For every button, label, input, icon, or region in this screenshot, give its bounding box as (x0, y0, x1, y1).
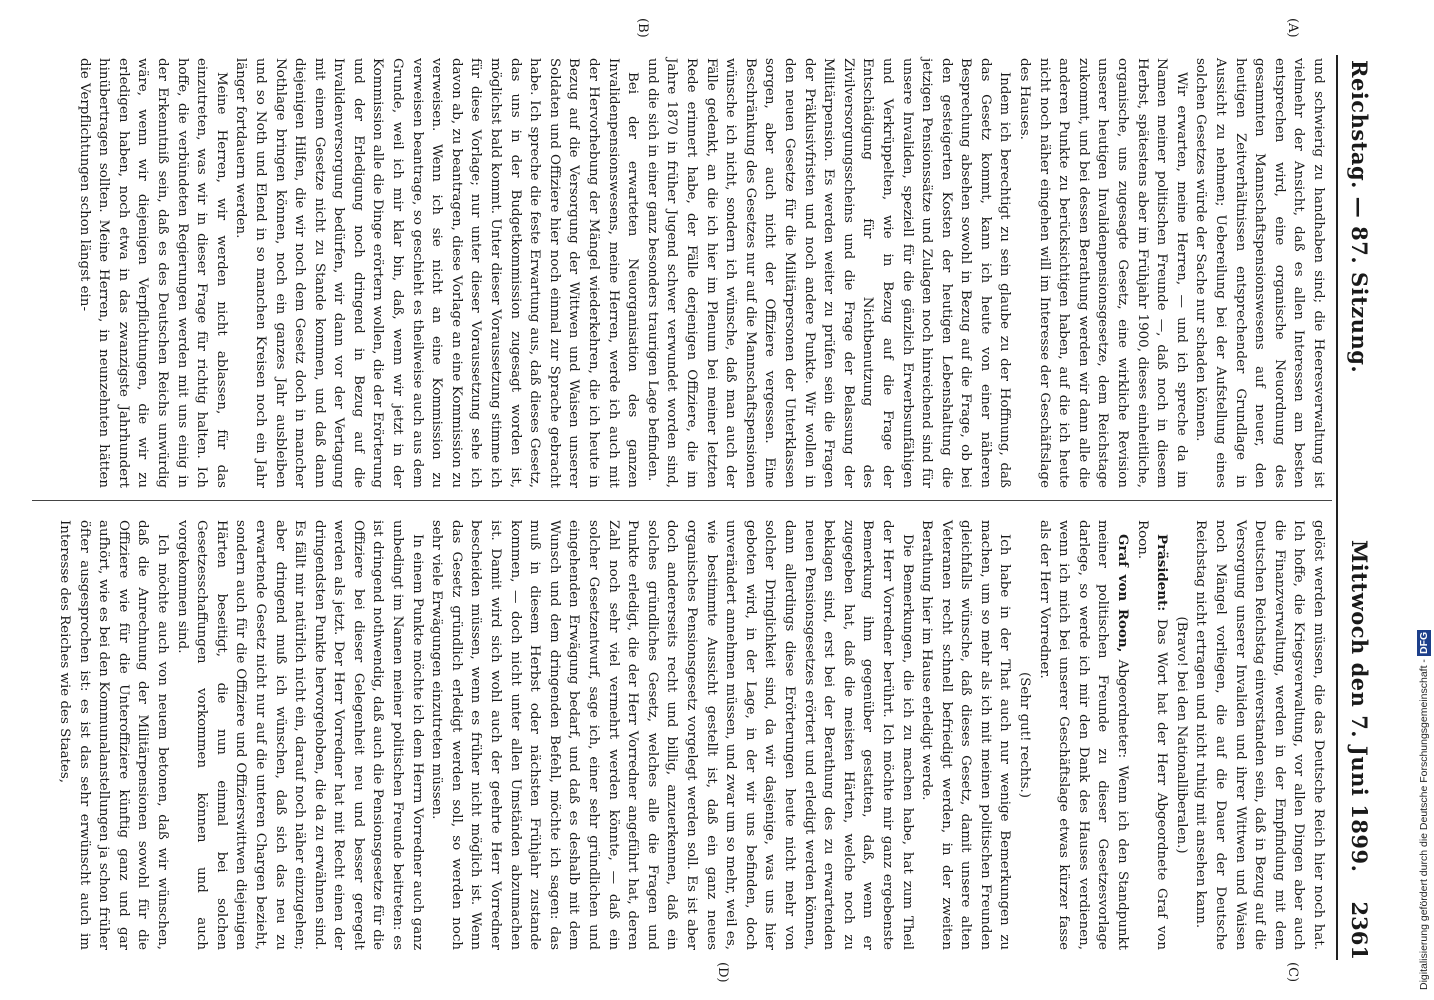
header-session: Reichstag. — 87. Sitzung. (1347, 60, 1372, 374)
page-number: 2361 (1347, 901, 1372, 960)
applause-note: (Sehr gut! rechts.) (1017, 671, 1033, 798)
paragraph: Wir erwarten, meine Herren, — und ich spreche da im Namen meiner politischen Freunde —, daß noch in diesem Herbst, spätestens aber im Frühjahr 1900, dieses einheitliche, organische, uns zugesagte Gesetz, eine wirkliche Revision unserer heutigen Invalidenpensionsgesetze, dem Reichstage zukommt, und bei dessen Berathung werden wir dann alle die anderen Punkte zu berücksichtigen haben, auf die ich heute nicht noch näher eingehen will im Interesse der Geschäftslage des Hauses. (1017, 58, 1189, 488)
margin-mark-c: (C) (1285, 962, 1300, 983)
header-rule (1336, 55, 1338, 960)
dfg-logo-icon: DFG (1418, 631, 1430, 655)
margin-mark-d: (D) (715, 962, 730, 983)
margin-mark-b: (B) (635, 18, 650, 38)
paragraph: Meine Herren, wir werden nicht ablassen, für das einzutreten, was wir in dieser Frage für richtig halten. Ich hoffe, die verbündeten Regierungen werden mit uns einig in der Erkenntniß sein, daß es des Deutschen Reichs unwürdig wäre, wenn wir diejenigen Verpflichtungen, die wir zu erledigen haben, noch etwa in das zwanzigste Jahrhundert hinübertragen sollten. Meine Herren, in neunzehnten hätten die Verpflichtungen schon längst ein- (76, 58, 229, 488)
left-column (74, 58, 1328, 488)
right-column (54, 520, 1328, 950)
header-date: Mittwoch den 7. Juni 1899. (1347, 540, 1372, 873)
applause-note: (Bravo! bei den Nationalliberalen.) (1173, 616, 1189, 854)
paragraph: Die Bemerkungen, die ich zu machen habe, hat zum Theil der Herr Vorredner berührt. Ich möchte mir ganz ergebenste Bemerkung ihm gegenüber gestatten, daß, wenn er zugegeben hat, daß die meisten Härten, welche noch zu beklagen sind, erst bei der Berathung des zu erwartenden neuen Pensionsgesetzes erörtert und erledigt werden können, dann allerdings diese Erörterungen heute nicht mehr von solcher Dringlichkeit sind, da wir dasjenige, was uns hier geboten wird, in der Lage, in der wir uns befinden, doch unverändert annehmen müssen, und zwar um so mehr, weil es, wie bestimmte Aussicht gestellt ist, daß ein ganz neues organisches Pensionsgesetz vorgelegt werden soll. Es ist aber doch andererseits recht und billig, anzuerkennen, daß ein solches gründliches Gesetz, welches alle die Fragen und Punkte erledigt, die der Herr Vorredner angeführt hat, deren Zahl noch sehr viel vermehrt werden könnte, — daß ein solcher Gesetzentwurf, sage ich, einer sehr gründlichen und eingehenden Erwägung bedarf, und daß es deshalb mit dem Wunsch und dem dringenden Befehl, möchte ich sagen: das muß in diesem Herbst oder nächsten Frühjahr zustande kommen, — doch nicht unter allen Umständen abzumachen ist. Damit wird sich wohl auch der geehrte Herr Vorredner bescheiden müssen, wenn es früher nicht möglich ist. Wenn das Gesetz gründlich erledigt werden soll, so werden noch sehr viele Erwägungen einzutreten müssen. (429, 520, 915, 950)
speaker-text: Das Wort hat der Herr Abgeordnete Graf von Roon. (1134, 520, 1170, 950)
credit-text: Digitalisierung gefördert durch die Deutsche Forschungsgemeinschaft - (1418, 659, 1430, 990)
paragraph: und schwierig zu handhaben sind; die Heeresverwaltung ist vielmehr der Ansicht, daß es allen Interessen am besten entsprechen wird, eine organische Neuordnung des gesammten Mannschaftspensionswesens auf neuer, den heutigen Zeitverhältnissen entsprechender Grundlage in Aussicht zu nehmen; Uebereilung bei der Aufstellung eines solchen Gesetzes würde der Sache nur schaden können. (1193, 58, 1326, 488)
speaker-text: Abgeordneter: Wenn ich den Standpunkt meiner politischen Freunde zu dieser Gesetzesvorlage darlege, so werde ich mir den Dank des Hauses verdienen, wenn ich mich bei unserer Geschäftslage etwas kürzer fasse als der Herr Vorredner. (1036, 520, 1131, 950)
paragraph: In einem Punkte möchte ich dem Herrn Vorredner auch ganz unbedingt im Namen meiner politischen Freunde beitreten: es ist dringend nothwendig, daß auch die Pensionsgesetze für die Offiziere bei dieser Gelegenheit neu und besser geregelt werden als jetzt. Der Herr Vorredner hat mit Recht einen der dringendsten Punkte hervorgehoben, die da zu erwähnen sind. Es fällt mir natürlich nicht ein, darauf noch näher einzugehen; aber dringend muß ich wünschen, daß sich das neu zu erwartende Gesetz nicht nur auf die unteren Chargen bezieht, sondern auch für die Offiziere und Offizierswittwen diejenigen Härten beseitigt, die nun einmal bei solchen Gesetzesschaffungen vorkommen können und auch vorgekommen sind. (174, 520, 425, 950)
paragraph: Indem ich berechtigt zu sein glaube zu der Hoffnung, daß das Gesetz kommt, kann ich heute von einer näheren Besprechung absehen sowohl in Bezug auf die Frage, ob bei den gesteigerten Kosten der heutigen Lebenshaltung die jetzigen Pensionssätze und Zulagen noch hinreichend sind für unsere Invaliden, speziell für die gänzlich Erwerbsunfähigen und Verkrüppelten, wie in Bezug auf die Frage der Entschädigung für Nichtbenutzung des Zivilversorgungsscheins und die Frage der Belassung der Militärpension. Es werden weiter zu prüfen sein die Fragen der Präklusivfristen und noch andere Punkte. Wir wollen in den neuen Gesetze für die Militärpersonen der Unterklassen sorgen, aber auch nicht der Offiziere vergessen. Eine Beschränkung des Gesetzes nur auf die Mannschaftspensionen wünsche ich nicht, sondern ich wünsche, daß man auch der Fälle gedenkt, an die ich hier im Plenum bei meiner letzten Rede erinnert habe, der Fälle derjenigen Offiziere, die im Jahre 1870 in früher Jugend schwer verwundet worden sind, und die sich in einer ganz besonders traurigen Lage befinden. (644, 58, 1013, 488)
paragraph: gelöst werden müssen, die das Deutsche Reich hier noch hat. Ich hoffe, die Kriegsverwaltung, vor allen Dingen aber auch die Finanzverwaltung, werden in der Empfindung mit dem Deutschen Reichstag einverstanden sein, daß in Bezug auf die Versorgung unserer Invaliden und ihrer Wittwen und Waisen noch Mängel vorliegen, die auf die Dauer der Deutsche Reichstag nicht ertragen und nicht ruhig mit ansehen kann. (1193, 520, 1326, 950)
column-divider (32, 500, 1332, 501)
paragraph: Bei der erwarteten Neuorganisation des ganzen Invalidenpensionswesens, meine Herren, werde ich auch mit der Hervorhebung der Mängel wiederkehren, die ich heute in Bezug auf die Versorgung der Wittwen und Waisen unserer Soldaten und Offiziere hier noch einmal zur Sprache gebracht habe. Ich spreche die feste Erwartung aus, daß dieses Gesetz, das uns in der Budgetkommission zugesagt worden ist, möglichst bald kommt. Unter dieser Voraussetzung stimme ich für diese Vorlage; nur unter dieser Voraussetzung sehe ich davon ab, zu beantragen, diese Vorlage an eine Kommission zu verweisen. Wenn ich sie nicht an eine Kommission zu verweisen beantrage, so geschieht es theilweise auch aus dem Grunde, weil ich mir klar bin, daß, wenn wir jetzt in der Kommission alle die Dinge erörtern wollen, die der Erörterung und der Erledigung noch dringend in Bezug auf die Invalidenversorgung bedürfen, wir dann vor der Vertagung mit einem Gesetze nicht zu Stande kommen, und daß dann diejenigen Hilfen, die wir noch dem Gesetz doch in mancher Nothlage bringen können, noch ein ganzes Jahr ausbleiben und so Noth und Elend in so manchen Kreisen noch ein Jahr länger fortdauern werden. (233, 58, 641, 488)
speaker-label: Präsident: (1154, 534, 1171, 612)
speaker-paragraph (1034, 520, 1132, 950)
margin-mark-a: (A) (1285, 18, 1300, 38)
dfg-credit (1416, 10, 1432, 990)
speaker-label: Graf von Roon, (1115, 534, 1132, 653)
speaker-paragraph (1132, 520, 1171, 950)
paragraph: Ich möchte auch von neuem betonen, daß wir wünschen, daß die Anrechnung der Militärpensionen sowohl für die Offiziere wie für die Unteroffiziere künftig ganz und gar aufhört, wie es bei den Kommunalanstellungen ja schon früher öfter ausgesprochen ist: es ist das sehr erwünscht auch im Interesse des Reiches wie des Staates, (57, 520, 170, 950)
paragraph: Ich habe in der That auch nur wenige Bemerkungen zu machen, um so mehr als ich mit meinen politischen Freunden gleichfalls wünsche, daß dieses Gesetz, damit unsere alten Veteranen recht schnell befriedigt werden, in der zweiten Berathung hier im Hause erledigt werde. (919, 520, 1013, 950)
page-header (1336, 0, 1372, 1000)
